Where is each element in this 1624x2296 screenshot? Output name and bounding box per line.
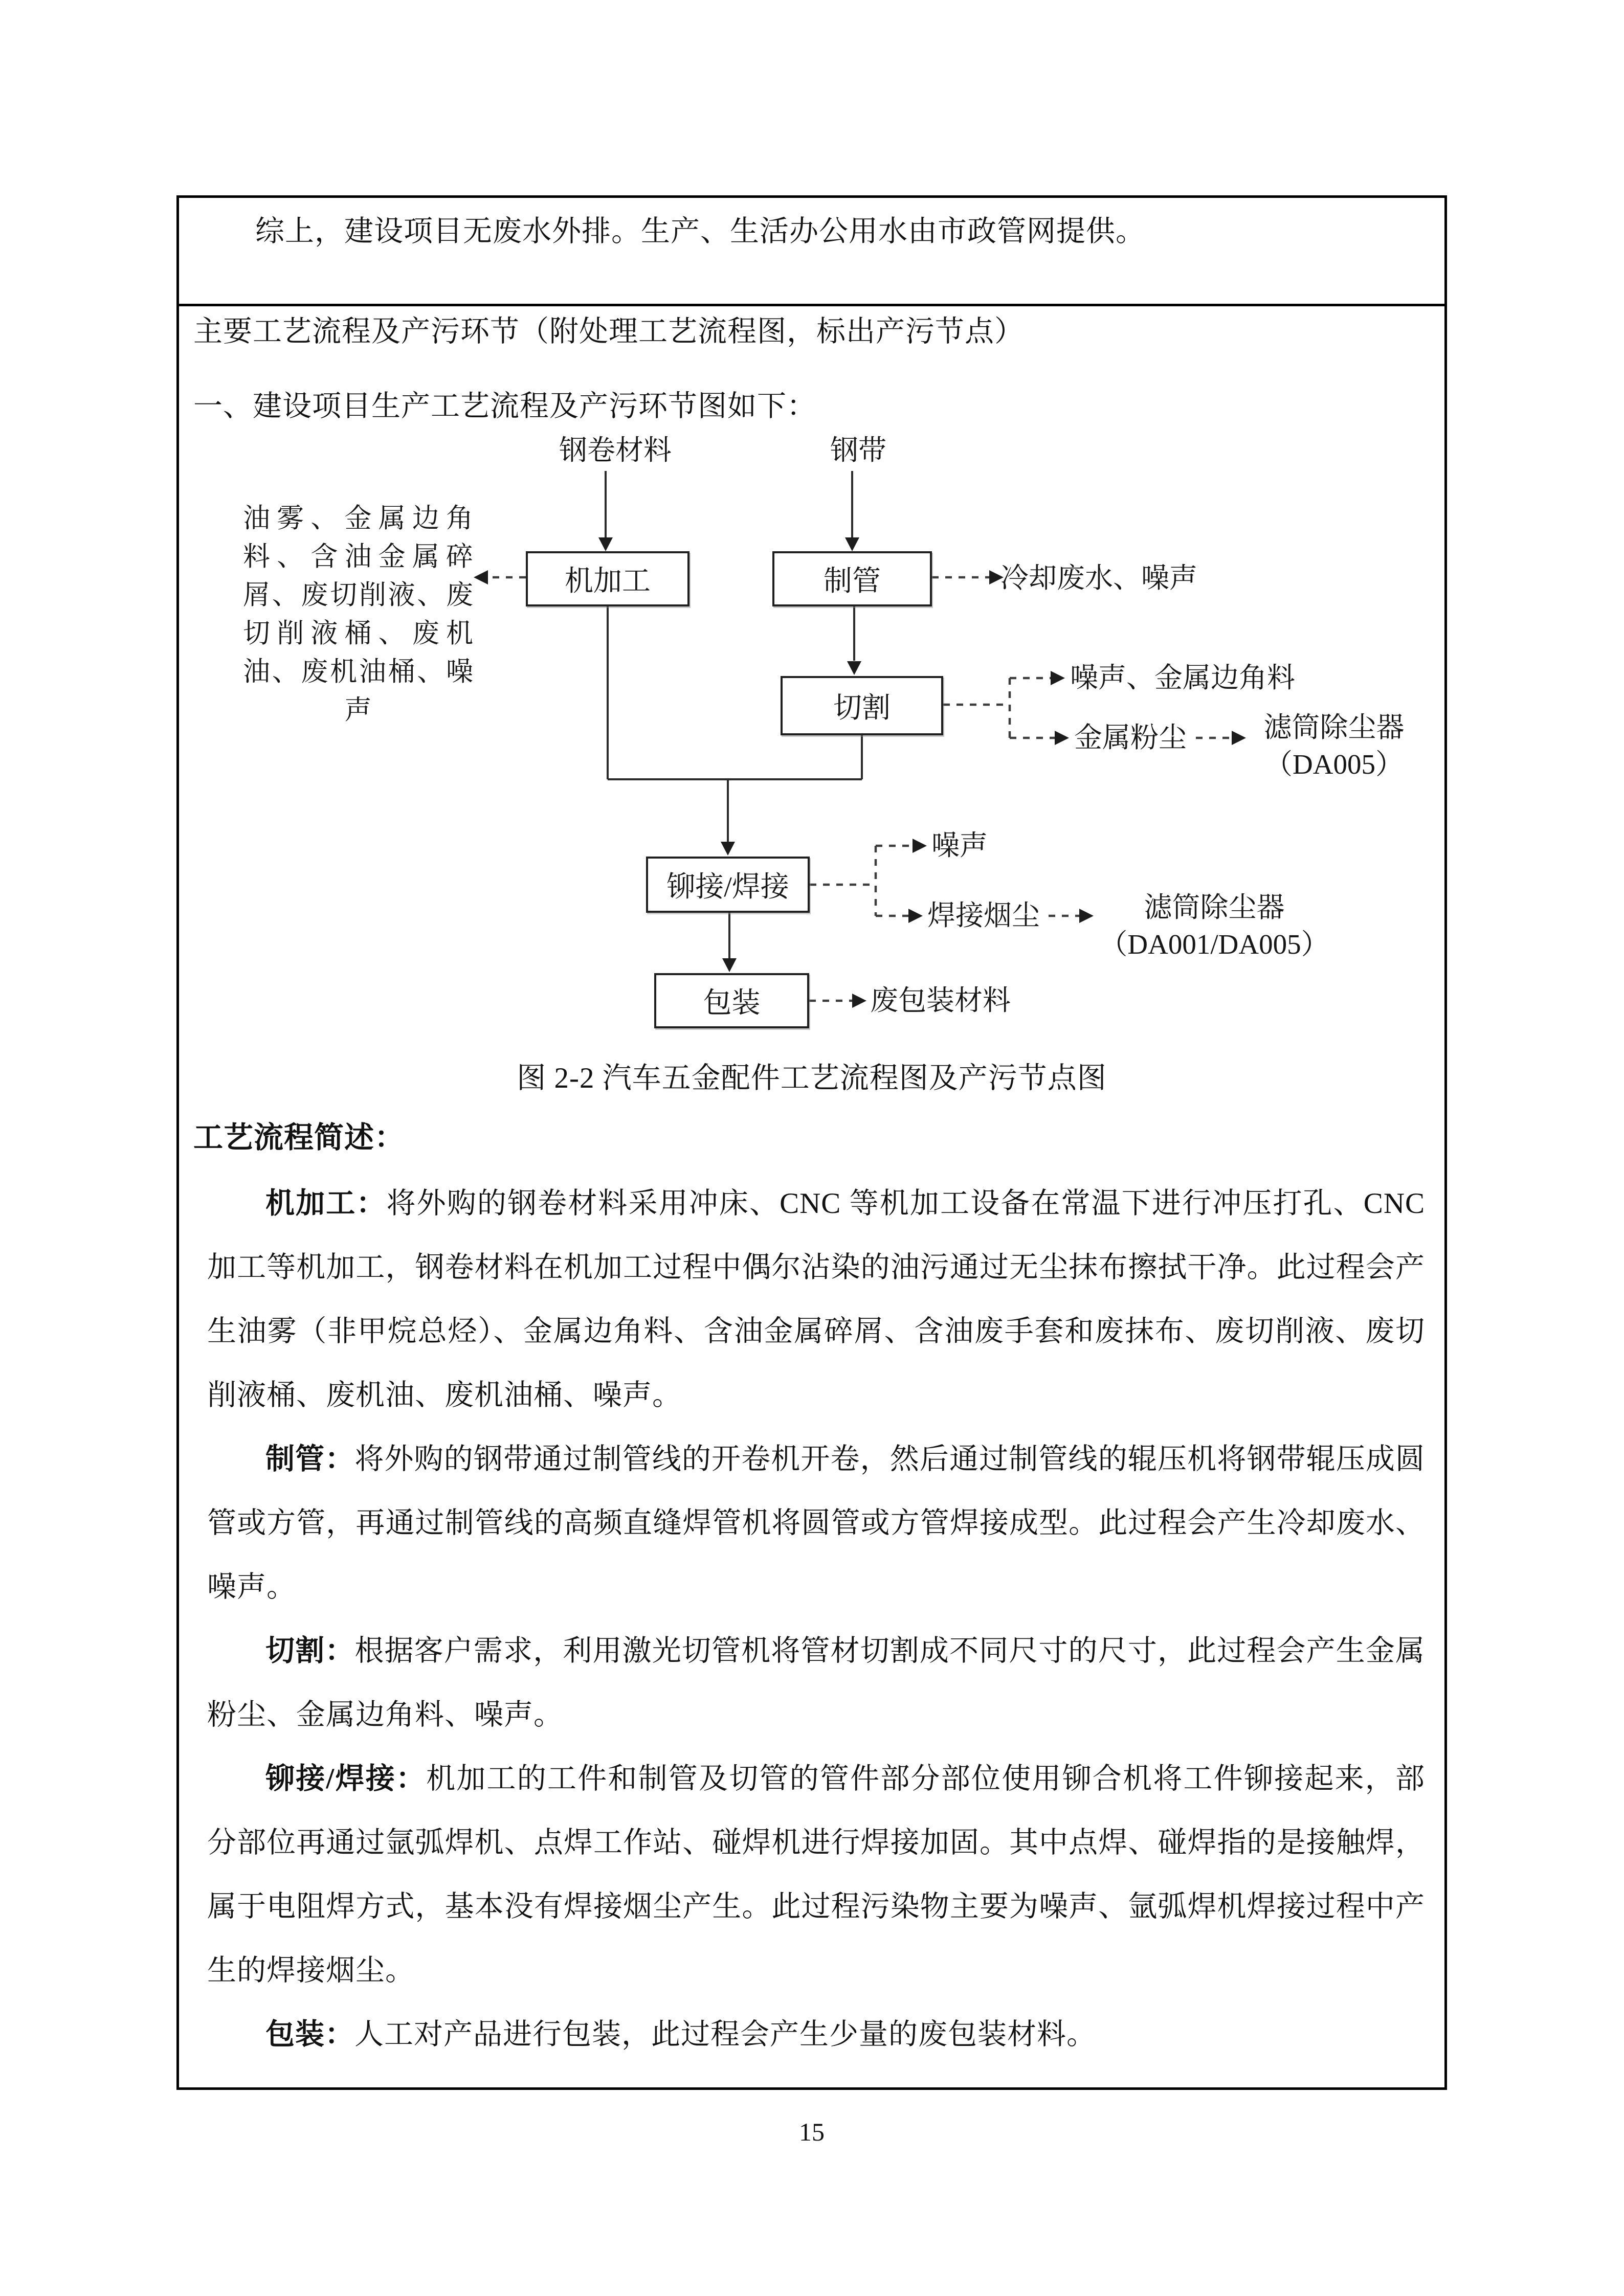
paragraph-text: 将外购的钢带通过制管线的开卷机开卷，然后通过制管线的辊压机将钢带辊压成圆管或方管，再通过制管线的高频直缝焊管机将圆管或方管焊接成型。此过程会产生冷却废水、噪声。 xyxy=(207,1443,1426,1603)
filter-code: （DA001/DA005） xyxy=(1099,929,1329,960)
page-number: 15 xyxy=(799,2118,825,2146)
filter-code: （DA005） xyxy=(1264,749,1404,780)
paragraph-text: 将外购的钢卷材料采用冲床、CNC 等机加工设备在常温下进行冲压打孔、CNC 加工等机加工，钢卷材料在机加工过程中偶尔沾染的油污通过无尘抹布擦拭干净。此过程会产生油雾（非甲烷总烃）、金属边角料、含油金属碎屑、含油废手套和废抹布、废切削液、废切削液桶、废机油、废机油桶、噪声。 xyxy=(207,1187,1425,1411)
table-row-process xyxy=(179,306,1444,2085)
paragraph-machining xyxy=(207,1172,1425,1427)
flow-output-packing-waste: 废包装材料 xyxy=(870,985,1011,1016)
flow-output-pipe-waste: 冷却废水、噪声 xyxy=(1000,562,1198,594)
process-descriptions xyxy=(207,1172,1425,2066)
paragraph-lead: 包装： xyxy=(265,2018,354,2051)
section-heading: 主要工艺流程及产污环节（附处理工艺流程图，标出产污节点） xyxy=(193,316,1024,348)
flow-step-packing: 包装 xyxy=(654,973,809,1028)
flow-step-cutting: 切割 xyxy=(781,676,943,735)
paragraph-lead: 铆接/焊接： xyxy=(265,1763,427,1795)
filter-name: 滤筒除尘器 xyxy=(1263,712,1405,743)
flow-step-pipe-making: 制管 xyxy=(772,551,932,606)
flow-input-coil: 钢卷材料 xyxy=(559,435,672,466)
paragraph-lead: 机加工： xyxy=(265,1187,387,1220)
flow-input-strip: 钢带 xyxy=(830,435,886,466)
flow-step-riveting-welding: 铆接/焊接 xyxy=(646,857,810,913)
paragraph-riveting-welding xyxy=(207,1747,1425,2002)
section-subheading: 一、建设项目生产工艺流程及产污环节图如下： xyxy=(193,390,816,422)
table-row-water-summary xyxy=(179,198,1444,306)
flow-output-weld-noise: 噪声 xyxy=(931,830,988,861)
flow-output-machining-waste: 油雾、金属边角料、含油金属碎屑、废切削液、废切削液桶、废机油、废机油桶、噪声 xyxy=(243,504,473,725)
paragraph-packing xyxy=(207,2002,1425,2066)
flow-output-cutting-waste: 噪声、金属边角料 xyxy=(1070,662,1296,693)
paragraph-lead: 制管： xyxy=(265,1443,355,1475)
figure-caption: 图 2-2 汽车五金配件工艺流程图及产污节点图 xyxy=(517,1062,1107,1094)
flow-output-cutting-dust: 金属粉尘 xyxy=(1074,722,1187,753)
summary-title: 工艺流程简述： xyxy=(193,1121,405,1154)
paragraph-cutting xyxy=(207,1619,1425,1747)
filter-name: 滤筒除尘器 xyxy=(1144,892,1285,923)
paragraph-pipe-making xyxy=(207,1427,1425,1619)
flow-filter-da001-da005 xyxy=(1099,889,1329,963)
flow-filter-da005 xyxy=(1250,709,1418,783)
paragraph-lead: 切割： xyxy=(265,1635,355,1667)
paragraph-text: 机加工的工件和制管及切管的管件部分部位使用铆合机将工件铆接起来，部分部位再通过氩弧焊机、点焊工作站、碰焊机进行焊接加固。其中点焊、碰焊指的是接触焊，属于电阻焊方式，基本没有焊接烟尘产生。此过程污染物主要为噪声、氩弧焊机焊接过程中产生的焊接烟尘。 xyxy=(207,1763,1425,1987)
form-table xyxy=(176,195,1447,2090)
process-flowchart xyxy=(193,437,1435,1051)
paragraph-text: 根据客户需求，利用激光切管机将管材切割成不同尺寸的尺寸，此过程会产生金属粉尘、金属边角料、噪声。 xyxy=(207,1635,1426,1731)
water-summary-text: 综上，建设项目无废水外排。生产、生活办公用水由市政管网提供。 xyxy=(255,215,1145,247)
paragraph-text: 人工对产品进行包装，此过程会产生少量的废包装材料。 xyxy=(354,2018,1096,2051)
flow-output-weld-fume: 焊接烟尘 xyxy=(927,900,1040,931)
flow-step-machining: 机加工 xyxy=(526,551,689,606)
